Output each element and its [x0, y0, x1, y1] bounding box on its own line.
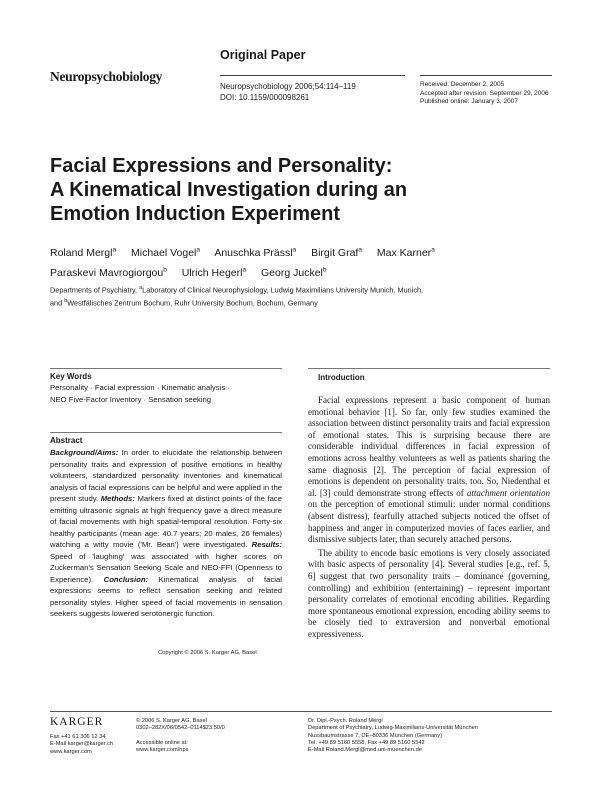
abstract-body: Background/Aims: In order to elucidate the relationship between personality traits and expression of positive emotions in healthy volunteers, standardized personality inventories and kinematical analysis of facial expressions can be helpful and were applied in the present study. Methods: Markers fixed at distinct points of the face emitting ultrasonic signals at high frequency gave a direct measure of facial movements with high spatial-temporal resolution. Forty-six healthy participants (mean age: 40.7 years; 20 males, 26 females) watching a witty movie ('Mr. Bean') were investigated. Results: Speed of 'laughing' was associated with higher scores on Zuckerman's Sensation Seeking Scale and NEO-FFI (Openness to Experience). Conclusion: Kinematical analysis of facial expressions seems to reflect sensation seeking and related personality styles. Higher speed of facial movements in sensation seekers suggests lowered serotonergic function. [50, 448, 282, 618]
published-date: Published online: January 3, 2007 [420, 98, 518, 105]
keywords-list [50, 382, 280, 405]
author: Ulrich Hegerl$^a$ [181, 266, 247, 279]
background-label: Background/Aims: [50, 448, 119, 457]
citation-line: Neuropsychobiology 2006;54:114–119 [220, 82, 356, 91]
conclusion-label: Conclusion: [103, 574, 149, 584]
publisher-contact [50, 734, 113, 756]
title-line: Facial Expressions and Personality: [50, 155, 393, 177]
introduction-heading: Introduction [318, 373, 365, 382]
author: Michael Vogel$^a$ [131, 246, 200, 259]
affiliation-line: Departments of Psychiatry, $^a$Laboratory of Clinical Neurophysiology, Ludwig Maximilians University Munich, Munich, [50, 285, 424, 295]
online-url: www.karger.com/nps [136, 746, 189, 753]
introduction-body [308, 395, 550, 642]
author: Georg Juckel$^b$ [261, 266, 327, 279]
affiliation-line: and $^b$Westfälisches Zentrum Bochum, Ruhr University Bochum, Bochum, Germany [50, 297, 318, 308]
title-line: Emotion Induction Experiment [50, 203, 341, 225]
footer-rule [50, 711, 552, 712]
keywords-line: Personality · Facial expression · Kinematic analysis · [50, 383, 230, 392]
title-line: A Kinematical Investigation during an [50, 179, 408, 201]
results-label: Results: [251, 540, 282, 549]
publication-info: © 2006 S. Karger AG, Basel 0302–282X/06/0542–0114$23.50/0 Accessible online at: www.karger.com/nps [136, 718, 225, 753]
keywords-heading: Key Words [50, 372, 92, 381]
accepted-date: Accepted after revision: September 29, 2006 [420, 89, 549, 97]
author-list [50, 241, 570, 282]
author: Roland Mergl$^a$ [50, 246, 117, 259]
intro-paragraph: The ability to encode basic emotions is very closely associated with basic aspects of personality [4]. Several studies [e.g., ref. 5, 6] suggest that two personality traits – dominance (governing, controlling) and exhibition (entertaining) – represent important personality correlates of emotional encoding abilities. Regarding more spontaneous emotional expression, encoding ability seems to be closely tied to extraversion and nonverbal emotional expressiveness. [308, 547, 550, 639]
emphasis-term: attachment orientation [466, 487, 550, 498]
email: E-Mail karger@karger.ch [50, 741, 113, 748]
abstract-rule [50, 432, 282, 433]
author-line [50, 241, 570, 262]
author-line [50, 262, 570, 283]
methods-label: Methods: [100, 494, 135, 503]
citation [220, 81, 356, 103]
journal-name: Neuropsychobiology [50, 69, 163, 84]
intro-rule [308, 368, 550, 369]
received-date: Received: December 2, 2005 [420, 81, 505, 88]
copyright-notice: Copyright © 2006 S. Karger AG, Basel [158, 650, 257, 656]
header-rule-right [420, 75, 552, 76]
author: Anuschka Prässl$^a$ [214, 246, 297, 259]
affiliations [50, 283, 580, 309]
article-dates [420, 81, 549, 107]
fax: Fax +41 61 306 12 34 [50, 734, 106, 740]
header-rule-left [220, 75, 405, 76]
section-label: Original Paper [220, 48, 306, 62]
keywords-line: NEO Five-Factor Inventory · Sensation seeking [50, 394, 212, 404]
author: Birgit Graf$^a$ [311, 246, 362, 259]
publisher-logo: KARGER [50, 716, 104, 728]
intro-paragraph: Facial expressions represent a basic component of human emotional behavior [1]. So far, only few studies examined the association between distinct personality traits and facial expression of emotional states. This is surprising because there are considerable individual differences in facial expression of emotions across healthy volunteers as well as patients sharing the same diagnosis [2]. The perception of facial expression of emotions is dependent on personality traits, too. So, Niedenthal et al. [3] could demonstrate strong effects of attachment orientation on the perception of emotional stimuli: under normal conditions (absent distress), fearfully attached subjects noticed the offset of happiness and anger in computerized movies of faces earlier, and dismissive subjects later, than securely attached persons. [308, 395, 550, 545]
author: Paraskevi Mavrogiorgou$^b$ [50, 266, 167, 279]
website: www.karger.com [50, 748, 92, 755]
author: Max Karner$^a$ [376, 246, 435, 259]
abstract-heading: Abstract [50, 436, 83, 445]
doi-line: DOI: 10.1159/000098261 [220, 93, 310, 102]
corresponding-author: Dr. Dipl.-Psych. Roland Mergl Department of Psychiatry, Ludwig-Maximilians-Universität München Nussbaumstrasse 7, DE–80336 München (Germany) Tel. +49 89 5160 5558, Fax +49 89 5160 5542 E-Mail Roland.Mergl@med.uni-muenchen.de [308, 718, 478, 754]
article-title [50, 154, 570, 226]
keywords-rule [50, 368, 282, 369]
